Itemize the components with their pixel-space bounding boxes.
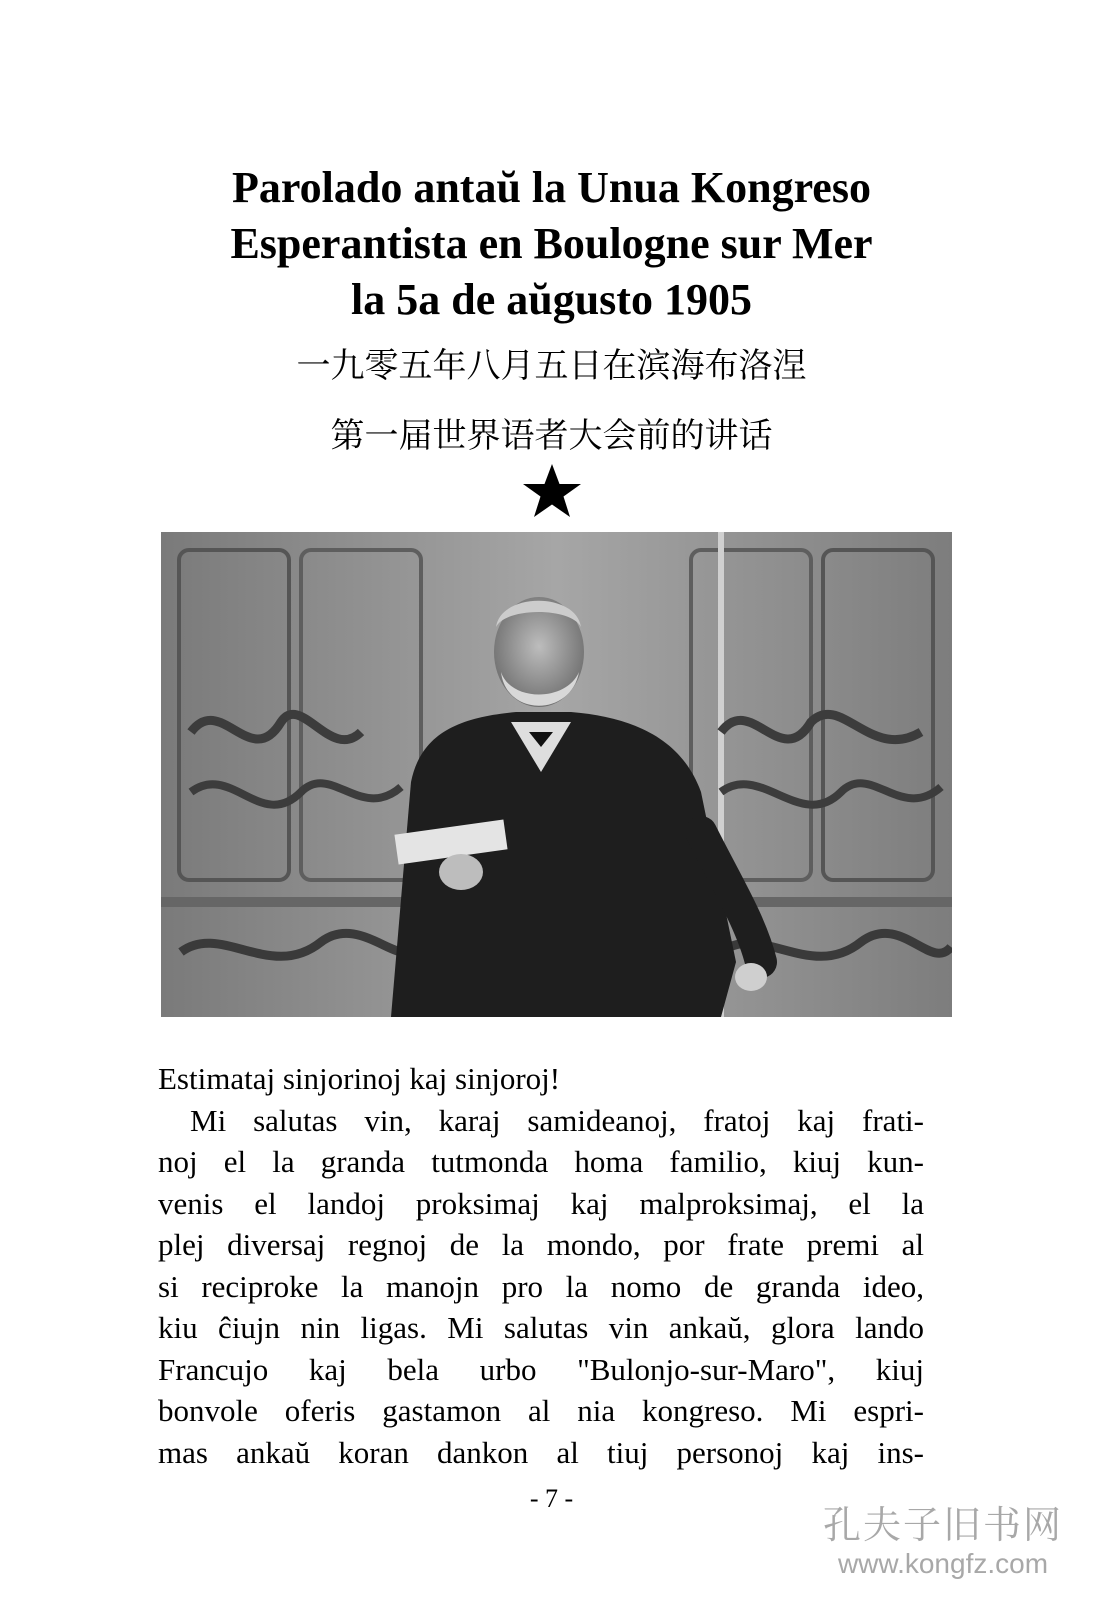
body-text bbox=[158, 1058, 924, 1473]
watermark-text: 孔夫子旧书网 bbox=[822, 1503, 1063, 1547]
paragraph-line-9: mas ankaŭ koran dankon al tiuj personoj kaj ins- bbox=[158, 1434, 924, 1470]
title-line-3: la 5a de aŭgusto 1905 bbox=[351, 275, 752, 324]
paragraph-line-4: plej diversaj regnoj de la mondo, por frate premi al bbox=[158, 1227, 924, 1262]
star-icon bbox=[0, 462, 1103, 520]
watermark-url: www.kongfz.com bbox=[837, 1548, 1049, 1579]
chinese-title-line-2: 第一届世界语者大会前的讲话 bbox=[330, 416, 773, 456]
title-line-1: Parolado antaŭ la Unua Kongreso bbox=[232, 163, 871, 212]
photo-illustration bbox=[161, 532, 952, 1017]
paragraph-line-8: bonvole oferis gastamon al nia kongreso. Mi espri- bbox=[158, 1393, 924, 1428]
paragraph-line-7: Francujo kaj bela urbo "Bulonjo-sur-Maro", kiuj bbox=[158, 1351, 924, 1387]
title-line-2: Esperantista en Boulogne sur Mer bbox=[230, 219, 873, 268]
paragraph-line-3: venis el landoj proksimaj kaj malproksimaj, el la bbox=[158, 1185, 924, 1221]
paragraph-line-6: kiu ĉiujn nin ligas. Mi salutas vin ankaŭ, glora lando bbox=[158, 1310, 924, 1345]
page-number: - 7 - bbox=[529, 1484, 574, 1513]
greeting: Estimataj sinjorinoj kaj sinjoroj! bbox=[158, 1061, 561, 1096]
page-title bbox=[0, 160, 1103, 328]
paragraph-line-5: si reciproke la manojn pro la nomo de granda ideo, bbox=[158, 1268, 924, 1304]
paragraph-line-1: Mi salutas vin, karaj samideanoj, fratoj kaj frati- bbox=[190, 1102, 924, 1138]
paragraph-line-2: noj el la granda tutmonda homa familio, kiuj kun- bbox=[158, 1144, 924, 1179]
watermark bbox=[823, 1503, 1063, 1581]
historical-photo bbox=[161, 532, 952, 1017]
chinese-title-line-1: 一九零五年八月五日在滨海布洛涅 bbox=[296, 346, 807, 386]
